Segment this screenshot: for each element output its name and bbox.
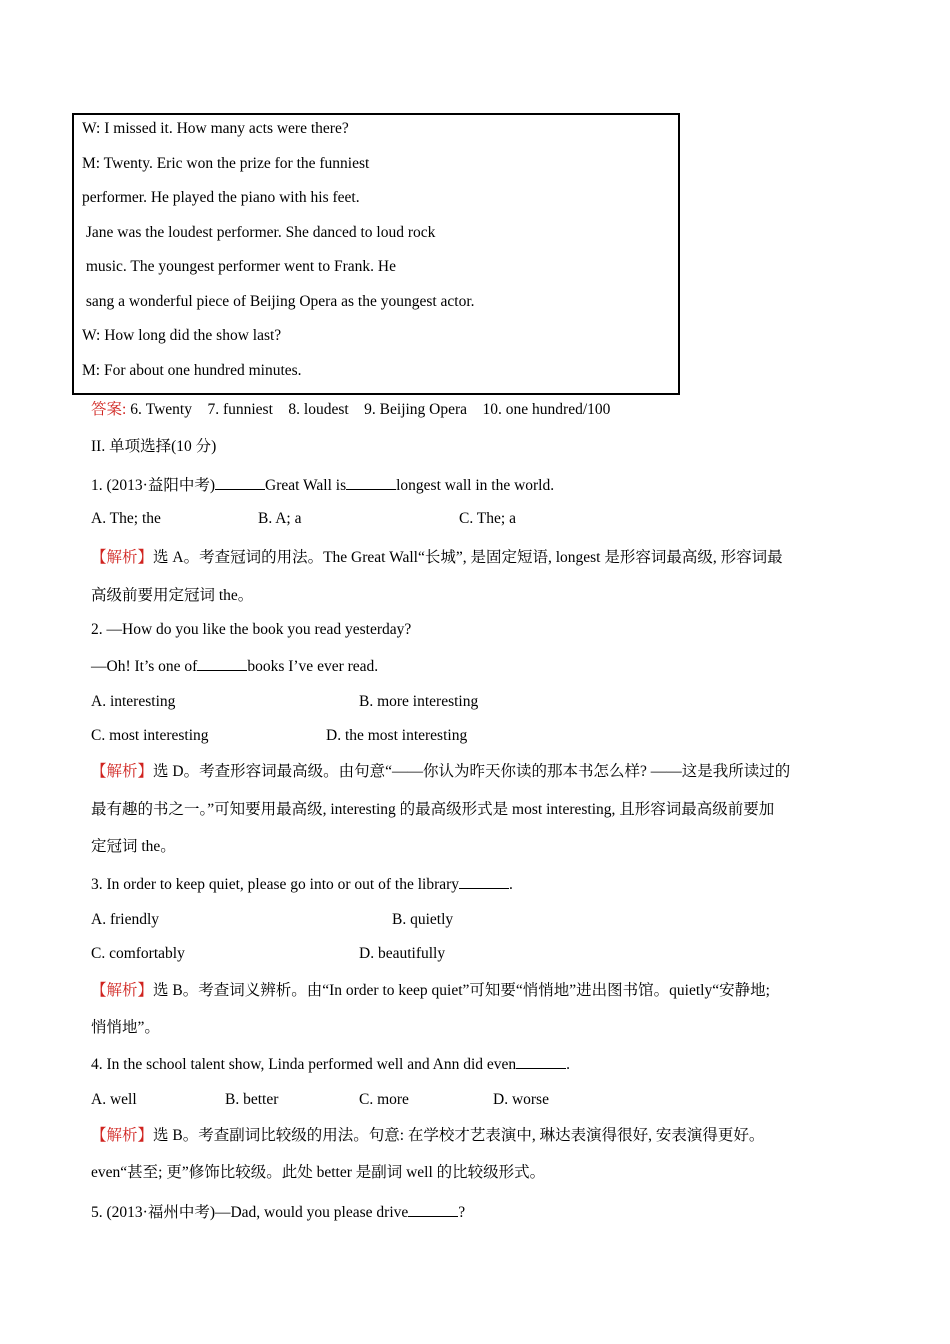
analysis-line	[91, 548, 783, 568]
question-text: longest wall in the world.	[396, 477, 555, 494]
analysis-line	[91, 1126, 764, 1146]
analysis-text: 选 B。考查副词比较级的用法。句意: 在学校才艺表演中, 琳达表演得很好, 安表演得更好。	[153, 1127, 765, 1144]
answer-blank	[459, 873, 509, 889]
question-source: 1. (2013·益阳中考)	[91, 477, 215, 494]
analysis-tag: 【解析】	[91, 1127, 154, 1144]
dialogue-line: W: How long did the show last?	[82, 327, 282, 344]
question-text: books I’ve ever read.	[247, 658, 379, 675]
analysis-line: 定冠词 the。	[91, 838, 176, 855]
option-a: A. friendly	[91, 911, 160, 928]
question-4-stem	[91, 1053, 570, 1075]
analysis-tag: 【解析】	[91, 763, 154, 780]
option-a: A. interesting	[91, 693, 176, 710]
answer-blank	[197, 655, 247, 671]
analysis-line: even“甚至; 更”修饰比较级。此处 better 是副词 well 的比较级形式。	[91, 1164, 546, 1181]
option-a: A. The; the	[91, 510, 161, 527]
question-2-stem: 2. —How do you like the book you read yesterday?	[91, 621, 412, 638]
question-text: ?	[458, 1204, 466, 1221]
option-c: C. more	[359, 1091, 409, 1108]
option-d: D. worse	[493, 1091, 549, 1108]
dialogue-line: M: For about one hundred minutes.	[82, 362, 302, 379]
dialogue-line: music. The youngest performer went to Frank. He	[82, 258, 396, 275]
option-c: C. most interesting	[91, 727, 209, 744]
dialogue-line: sang a wonderful piece of Beijing Opera as the youngest actor.	[82, 293, 475, 310]
analysis-tag: 【解析】	[91, 549, 154, 566]
answer-line	[91, 400, 610, 420]
analysis-line	[91, 762, 790, 782]
analysis-line: 高级前要用定冠词 the。	[91, 587, 254, 604]
option-b: B. A; a	[258, 510, 302, 527]
option-b: B. better	[225, 1091, 279, 1108]
dialogue-line: M: Twenty. Eric won the prize for the funniest	[82, 155, 370, 172]
question-text: 5. (2013·福州中考)—Dad, would you please drive	[91, 1204, 409, 1221]
answer-text: 6. Twenty 7. funniest 8. loudest 9. Beijing Opera 10. one hundred/100	[126, 401, 611, 418]
analysis-text: 选 D。考查形容词最高级。由句意“——你认为昨天你读的那本书怎么样? ——这是我所读过的	[153, 763, 791, 780]
question-2-stem	[91, 655, 378, 677]
question-text: 3. In order to keep quiet, please go into or out of the library	[91, 876, 460, 893]
analysis-text: 选 B。考查词义辨析。由“In order to keep quiet”可知要“悄悄地”进出图书馆。quietly“安静地;	[153, 982, 770, 999]
option-a: A. well	[91, 1091, 137, 1108]
dialogue-line: Jane was the loudest performer. She danced to loud rock	[82, 224, 436, 241]
question-5-stem	[91, 1201, 465, 1223]
question-text: —Oh! It’s one of	[91, 658, 198, 675]
option-d: D. the most interesting	[326, 727, 468, 744]
analysis-tag: 【解析】	[91, 982, 154, 999]
analysis-text: 选 A。考查冠词的用法。The Great Wall“长城”, 是固定短语, longest 是形容词最高级, 形容词最	[153, 549, 783, 566]
analysis-line: 悄悄地”。	[91, 1019, 160, 1036]
option-b: B. more interesting	[359, 693, 479, 710]
option-c: C. The; a	[459, 510, 516, 527]
answer-label: 答案:	[91, 401, 127, 418]
option-d: D. beautifully	[359, 945, 446, 962]
question-text: .	[566, 1056, 571, 1073]
question-text: .	[509, 876, 513, 893]
question-text: Great Wall is	[265, 477, 347, 494]
analysis-line	[91, 981, 770, 1001]
answer-blank	[516, 1053, 566, 1069]
question-text: 4. In the school talent show, Linda performed well and Ann did even	[91, 1056, 517, 1073]
question-3-stem	[91, 873, 513, 895]
answer-blank	[408, 1201, 458, 1217]
dialogue-line: performer. He played the piano with his feet.	[82, 189, 360, 206]
answer-blank	[346, 474, 396, 490]
question-1-stem	[91, 474, 554, 496]
option-c: C. comfortably	[91, 945, 185, 962]
dialogue-line: W: I missed it. How many acts were there?	[82, 120, 349, 137]
analysis-line: 最有趣的书之一。”可知要用最高级, interesting 的最高级形式是 most interesting, 且形容词最高级前要加	[91, 801, 775, 818]
option-b: B. quietly	[392, 911, 454, 928]
answer-blank	[215, 474, 265, 490]
section-title: II. 单项选择(10 分)	[91, 438, 217, 455]
